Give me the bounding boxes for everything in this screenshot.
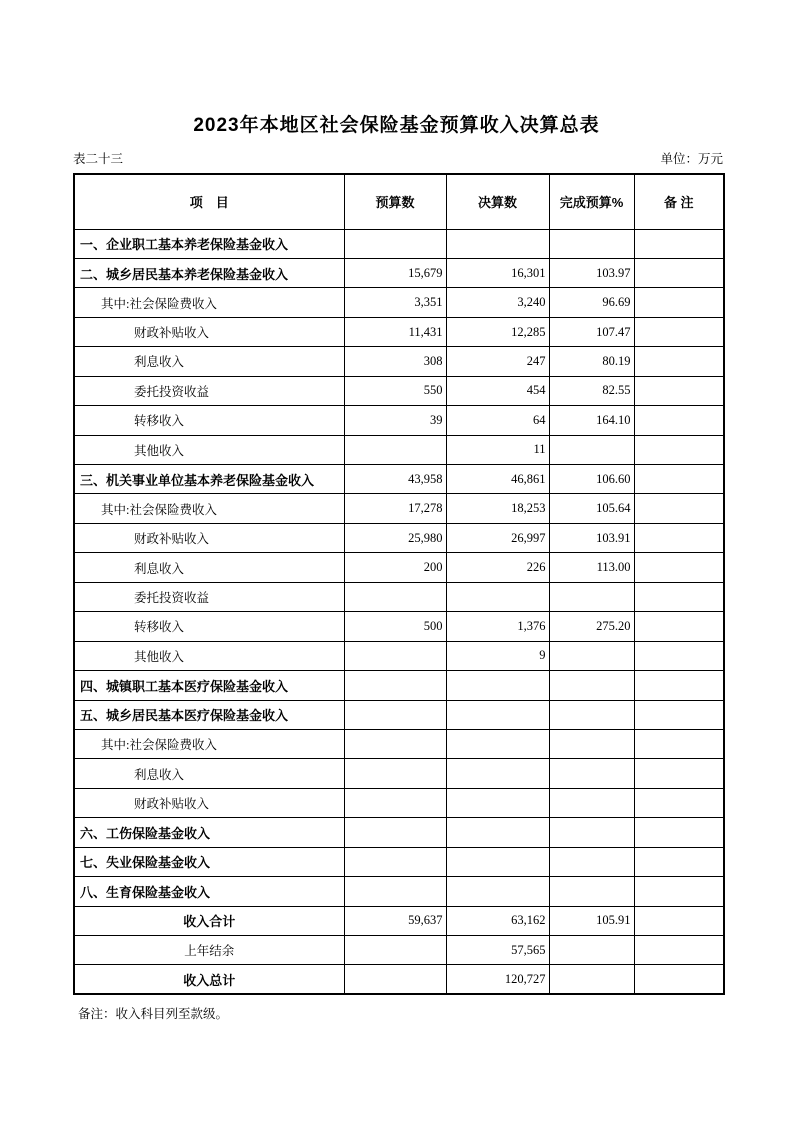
cell-note xyxy=(634,317,724,346)
cell-note xyxy=(634,729,724,758)
cell-budget xyxy=(344,877,446,906)
cell-budget: 43,958 xyxy=(344,465,446,494)
cell-item: 转移收入 xyxy=(74,612,344,641)
cell-budget xyxy=(344,759,446,788)
cell-final: 64 xyxy=(446,406,549,435)
cell-final: 247 xyxy=(446,347,549,376)
cell-note xyxy=(634,700,724,729)
header-pct: 完成预算% xyxy=(549,174,634,229)
cell-budget: 39 xyxy=(344,406,446,435)
cell-budget xyxy=(344,700,446,729)
cell-final xyxy=(446,788,549,817)
cell-pct xyxy=(549,877,634,906)
cell-item: 财政补贴收入 xyxy=(74,317,344,346)
cell-final xyxy=(446,847,549,876)
cell-item: 六、工伤保险基金收入 xyxy=(74,818,344,847)
cell-budget: 550 xyxy=(344,376,446,405)
cell-budget xyxy=(344,936,446,965)
cell-pct: 80.19 xyxy=(549,347,634,376)
cell-pct xyxy=(549,729,634,758)
cell-pct xyxy=(549,582,634,611)
table-row xyxy=(74,877,724,906)
cell-budget: 59,637 xyxy=(344,906,446,935)
cell-item: 其中:社会保险费收入 xyxy=(74,288,344,317)
cell-pct xyxy=(549,936,634,965)
cell-budget: 200 xyxy=(344,553,446,582)
page-title: 2023年本地区社会保险基金预算收入决算总表 xyxy=(193,115,600,136)
cell-item: 其中:社会保险费收入 xyxy=(74,494,344,523)
cell-pct xyxy=(549,641,634,670)
cell-pct: 275.20 xyxy=(549,612,634,641)
cell-budget xyxy=(344,847,446,876)
cell-item: 五、城乡居民基本医疗保险基金收入 xyxy=(74,700,344,729)
table-header xyxy=(74,174,724,229)
cell-note xyxy=(634,965,724,994)
cell-note xyxy=(634,641,724,670)
cell-item: 一、企业职工基本养老保险基金收入 xyxy=(74,229,344,258)
cell-pct xyxy=(549,671,634,700)
cell-pct: 164.10 xyxy=(549,406,634,435)
cell-budget: 17,278 xyxy=(344,494,446,523)
table-row xyxy=(74,729,724,758)
cell-budget xyxy=(344,788,446,817)
cell-item: 收入总计 xyxy=(74,965,344,994)
cell-item: 四、城镇职工基本医疗保险基金收入 xyxy=(74,671,344,700)
cell-note xyxy=(634,847,724,876)
cell-final xyxy=(446,877,549,906)
cell-pct xyxy=(549,229,634,258)
cell-final: 11 xyxy=(446,435,549,464)
cell-pct: 96.69 xyxy=(549,288,634,317)
table-meta-line xyxy=(73,149,723,169)
table-row xyxy=(74,553,724,582)
table-row xyxy=(74,376,724,405)
cell-note xyxy=(634,936,724,965)
table-number-label: 表二十三 xyxy=(73,152,124,166)
cell-budget: 3,351 xyxy=(344,288,446,317)
unit-label: 单位：万元 xyxy=(660,152,723,166)
cell-final: 57,565 xyxy=(446,936,549,965)
cell-pct xyxy=(549,818,634,847)
cell-final: 454 xyxy=(446,376,549,405)
table-row xyxy=(74,818,724,847)
cell-final: 226 xyxy=(446,553,549,582)
cell-budget: 308 xyxy=(344,347,446,376)
table-row xyxy=(74,965,724,994)
table-row xyxy=(74,347,724,376)
cell-note xyxy=(634,523,724,552)
cell-item: 其他收入 xyxy=(74,435,344,464)
cell-final xyxy=(446,818,549,847)
cell-budget: 11,431 xyxy=(344,317,446,346)
cell-item: 二、城乡居民基本养老保险基金收入 xyxy=(74,258,344,287)
cell-pct xyxy=(549,435,634,464)
cell-pct: 105.64 xyxy=(549,494,634,523)
cell-pct: 107.47 xyxy=(549,317,634,346)
table-row xyxy=(74,700,724,729)
cell-note xyxy=(634,229,724,258)
cell-note xyxy=(634,671,724,700)
cell-final: 9 xyxy=(446,641,549,670)
cell-item: 其他收入 xyxy=(74,641,344,670)
cell-budget xyxy=(344,641,446,670)
table-row xyxy=(74,847,724,876)
cell-pct xyxy=(549,965,634,994)
cell-note xyxy=(634,288,724,317)
cell-note xyxy=(634,347,724,376)
cell-pct: 103.91 xyxy=(549,523,634,552)
header-budget: 预算数 xyxy=(344,174,446,229)
cell-pct xyxy=(549,700,634,729)
cell-pct xyxy=(549,788,634,817)
table-row xyxy=(74,523,724,552)
cell-item: 三、机关事业单位基本养老保险基金收入 xyxy=(74,465,344,494)
cell-item: 七、失业保险基金收入 xyxy=(74,847,344,876)
cell-final: 63,162 xyxy=(446,906,549,935)
header-row xyxy=(74,174,724,229)
cell-budget xyxy=(344,229,446,258)
cell-budget: 500 xyxy=(344,612,446,641)
cell-final xyxy=(446,759,549,788)
cell-pct xyxy=(549,759,634,788)
table-row xyxy=(74,612,724,641)
cell-final: 26,997 xyxy=(446,523,549,552)
cell-item: 利息收入 xyxy=(74,759,344,788)
cell-final xyxy=(446,671,549,700)
cell-item: 转移收入 xyxy=(74,406,344,435)
cell-final: 12,285 xyxy=(446,317,549,346)
cell-item: 委托投资收益 xyxy=(74,376,344,405)
cell-note xyxy=(634,465,724,494)
cell-pct: 105.91 xyxy=(549,906,634,935)
cell-pct: 103.97 xyxy=(549,258,634,287)
cell-item: 八、生育保险基金收入 xyxy=(74,877,344,906)
table-row xyxy=(74,641,724,670)
table-row xyxy=(74,759,724,788)
table-row xyxy=(74,906,724,935)
table-row xyxy=(74,582,724,611)
cell-final: 16,301 xyxy=(446,258,549,287)
cell-item: 上年结余 xyxy=(74,936,344,965)
header-item: 项 目 xyxy=(74,174,344,229)
cell-pct: 106.60 xyxy=(549,465,634,494)
cell-budget xyxy=(344,671,446,700)
table-row xyxy=(74,435,724,464)
cell-item: 利息收入 xyxy=(74,553,344,582)
cell-pct: 82.55 xyxy=(549,376,634,405)
cell-final: 1,376 xyxy=(446,612,549,641)
cell-note xyxy=(634,818,724,847)
cell-item: 利息收入 xyxy=(74,347,344,376)
cell-final xyxy=(446,582,549,611)
cell-note xyxy=(634,494,724,523)
cell-note xyxy=(634,406,724,435)
cell-note xyxy=(634,877,724,906)
cell-note xyxy=(634,759,724,788)
cell-final: 120,727 xyxy=(446,965,549,994)
footnote: 备注：收入科目列至款级。 xyxy=(78,1007,229,1021)
cell-final: 46,861 xyxy=(446,465,549,494)
table-row xyxy=(74,465,724,494)
cell-item: 财政补贴收入 xyxy=(74,523,344,552)
cell-item: 财政补贴收入 xyxy=(74,788,344,817)
cell-budget xyxy=(344,729,446,758)
cell-note xyxy=(634,435,724,464)
cell-item: 委托投资收益 xyxy=(74,582,344,611)
cell-final: 3,240 xyxy=(446,288,549,317)
table-row xyxy=(74,229,724,258)
cell-final xyxy=(446,729,549,758)
cell-note xyxy=(634,553,724,582)
table-row xyxy=(74,288,724,317)
cell-budget xyxy=(344,582,446,611)
cell-final: 18,253 xyxy=(446,494,549,523)
budget-income-table xyxy=(73,173,725,995)
cell-pct xyxy=(549,847,634,876)
cell-item: 收入合计 xyxy=(74,906,344,935)
header-final: 决算数 xyxy=(446,174,549,229)
table-row xyxy=(74,258,724,287)
table-row xyxy=(74,317,724,346)
cell-budget xyxy=(344,818,446,847)
cell-note xyxy=(634,906,724,935)
cell-budget xyxy=(344,435,446,464)
cell-final xyxy=(446,700,549,729)
table-row xyxy=(74,406,724,435)
cell-note xyxy=(634,612,724,641)
cell-pct: 113.00 xyxy=(549,553,634,582)
cell-note xyxy=(634,258,724,287)
cell-budget: 15,679 xyxy=(344,258,446,287)
table-row xyxy=(74,671,724,700)
cell-note xyxy=(634,582,724,611)
cell-note xyxy=(634,376,724,405)
table-row xyxy=(74,494,724,523)
table-body xyxy=(74,229,724,994)
cell-budget xyxy=(344,965,446,994)
cell-note xyxy=(634,788,724,817)
cell-item: 其中:社会保险费收入 xyxy=(74,729,344,758)
cell-budget: 25,980 xyxy=(344,523,446,552)
cell-final xyxy=(446,229,549,258)
header-note: 备 注 xyxy=(634,174,724,229)
table-row xyxy=(74,788,724,817)
table-row xyxy=(74,936,724,965)
